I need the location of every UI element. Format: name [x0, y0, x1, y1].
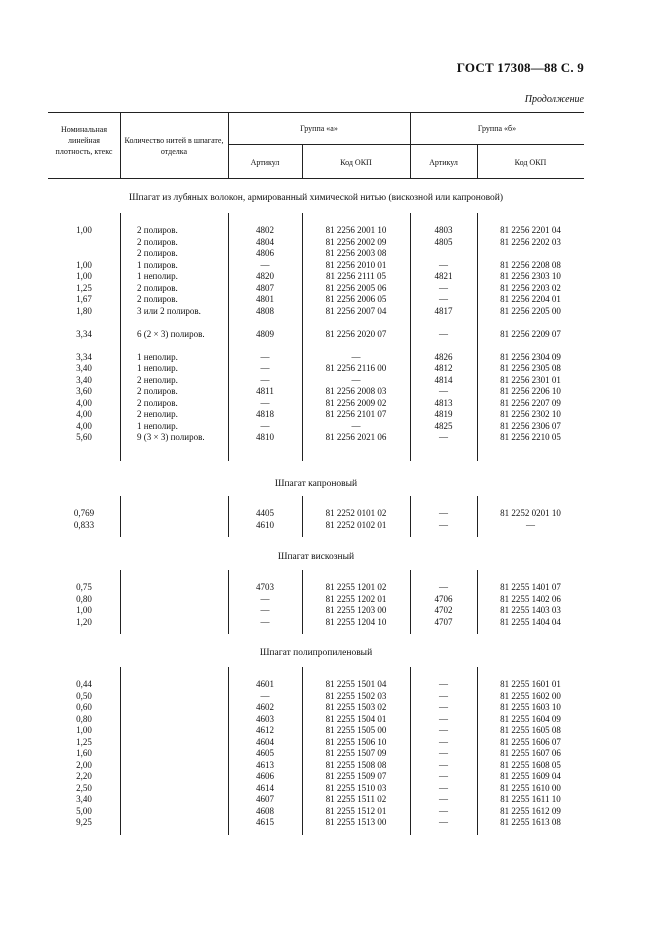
article-b-cell: 4821: [434, 271, 453, 281]
okp-a-cell: 81 2255 1511 02: [325, 794, 387, 804]
article-b-cell: —: [439, 794, 448, 804]
article-a-cell: —: [260, 605, 270, 615]
column-divider: [228, 667, 229, 835]
header-divider-2: [228, 112, 229, 178]
okp-b-cell: 81 2255 1602 00: [500, 690, 561, 701]
column-divider: [302, 213, 303, 461]
article-b-cell: —: [439, 294, 448, 304]
column-header-group-b: Группа «б»: [477, 124, 517, 133]
okp-a-cell: 81 2255 1202 01: [325, 593, 387, 604]
okp-a-cell: 81 2252 0101 02: [325, 508, 387, 518]
article-b-cell: 4813: [434, 397, 453, 408]
density-cell: 0,60: [76, 702, 92, 712]
threads-cell: 3 или 2 полиров.: [137, 305, 201, 316]
okp-b-cell: 81 2255 1604 09: [500, 713, 561, 724]
column-header-group-a: Группа «а»: [300, 124, 338, 133]
section-title: Шпагат полипропиленовый: [259, 648, 373, 658]
density-cell: 1,25: [76, 282, 92, 293]
article-a-cell: 4809: [256, 328, 274, 339]
article-b-cell: —: [439, 736, 448, 747]
density-cell: 1,00: [76, 605, 92, 615]
okp-a-cell: 81 2255 1510 03: [325, 782, 387, 793]
article-a-cell: 4703: [256, 582, 274, 592]
column-divider: [477, 667, 478, 835]
column-divider: [228, 213, 229, 461]
density-cell: 1,80: [76, 305, 92, 316]
article-a-cell: 4802: [256, 225, 274, 235]
article-b-cell: —: [439, 748, 448, 758]
okp-a-cell: 81 2255 1503 02: [325, 702, 387, 712]
threads-cell: 2 полиров.: [137, 225, 178, 235]
okp-a-cell: 81 2256 2003 08: [325, 248, 387, 258]
threads-cell: 1 неполир.: [137, 363, 178, 373]
column-header-okp-b: Код ОКП: [514, 158, 547, 167]
table-header-bottom-rule: [48, 178, 584, 179]
okp-a-cell: 81 2255 1504 01: [325, 713, 387, 724]
okp-a-cell: 81 2256 2001 10: [325, 225, 387, 235]
okp-a-cell: 81 2255 1506 10: [325, 736, 387, 747]
column-divider: [228, 570, 229, 634]
article-a-cell: —: [260, 374, 270, 385]
okp-a-cell: 81 2255 1513 00: [325, 817, 387, 827]
column-divider: [410, 213, 411, 461]
okp-a-cell: 81 2256 2008 03: [325, 386, 387, 396]
threads-cell: 1 неполир.: [137, 271, 178, 281]
article-b-cell: 4707: [434, 616, 453, 627]
article-b-cell: 4819: [434, 409, 453, 419]
article-a-cell: 4807: [256, 282, 274, 293]
article-a-cell: 4818: [256, 409, 274, 419]
okp-b-cell: 81 2256 2208 08: [500, 259, 561, 270]
density-cell: 0,769: [73, 508, 95, 518]
okp-a-cell: 81 2255 1505 00: [325, 725, 387, 735]
okp-b-cell: 81 2255 1607 06: [500, 748, 561, 758]
okp-a-cell: 81 2255 1507 09: [325, 748, 387, 758]
okp-a-cell: 81 2256 2007 04: [325, 305, 387, 316]
article-b-cell: —: [439, 679, 448, 689]
okp-b-cell: 81 2252 0201 10: [500, 508, 561, 518]
article-a-cell: 4610: [256, 519, 274, 530]
okp-a-cell: 81 2255 1201 02: [325, 582, 387, 592]
article-a-cell: —: [260, 690, 270, 701]
column-divider: [120, 570, 121, 634]
okp-a-cell: 81 2256 2005 06: [325, 282, 387, 293]
okp-b-cell: 81 2255 1401 07: [500, 582, 561, 592]
okp-b-cell: 81 2255 1613 08: [500, 817, 561, 827]
density-cell: 4,00: [76, 397, 92, 408]
article-a-cell: 4801: [256, 294, 274, 304]
okp-b-cell: 81 2255 1605 08: [500, 725, 561, 735]
article-b-cell: —: [439, 771, 448, 781]
okp-a-cell: 81 2255 1501 04: [325, 679, 387, 689]
okp-b-cell: 81 2256 2306 07: [500, 420, 561, 431]
table-top-rule: [48, 112, 584, 113]
article-a-cell: —: [260, 351, 270, 362]
threads-cell: 1 неполир.: [137, 420, 178, 431]
density-cell: 3,60: [76, 386, 92, 396]
article-b-cell: —: [439, 508, 448, 518]
article-a-cell: 4607: [256, 794, 274, 804]
density-cell: 5,60: [76, 432, 92, 442]
column-divider: [477, 213, 478, 461]
okp-b-cell: 81 2256 2209 07: [500, 328, 561, 339]
article-a-cell: —: [260, 420, 270, 431]
okp-b-cell: 81 2256 2202 03: [500, 236, 561, 247]
article-b-cell: —: [439, 259, 448, 270]
okp-b-cell: 81 2255 1609 04: [500, 771, 561, 781]
density-cell: 1,25: [76, 736, 92, 747]
article-a-cell: 4603: [256, 713, 274, 724]
article-a-cell: —: [260, 593, 270, 604]
column-divider: [302, 496, 303, 537]
article-a-cell: 4811: [256, 386, 274, 396]
threads-cell: 2 полиров.: [137, 294, 178, 304]
article-b-cell: —: [439, 432, 448, 442]
okp-a-cell: 81 2255 1203 00: [325, 605, 387, 615]
article-b-cell: 4826: [434, 351, 453, 362]
column-divider: [228, 496, 229, 537]
article-b-cell: —: [439, 690, 448, 701]
article-b-cell: —: [439, 782, 448, 793]
article-a-cell: 4601: [256, 679, 274, 689]
article-b-cell: 4825: [434, 420, 453, 431]
density-cell: 1,60: [76, 748, 92, 758]
threads-cell: 2 неполир.: [137, 374, 178, 385]
article-a-cell: 4605: [256, 748, 274, 758]
density-cell: 3,34: [76, 351, 92, 362]
column-divider: [477, 570, 478, 634]
threads-cell: 9 (3 × 3) полиров.: [137, 432, 205, 442]
okp-a-cell: 81 2256 2116 00: [325, 363, 387, 373]
article-b-cell: —: [439, 759, 448, 770]
threads-cell: 2 полиров.: [137, 236, 178, 247]
column-header-okp-a: Код ОКП: [340, 158, 372, 167]
article-a-cell: 4806: [256, 248, 274, 258]
okp-b-cell: 81 2255 1603 10: [500, 702, 561, 712]
article-b-cell: 4814: [434, 374, 453, 385]
article-a-cell: —: [260, 259, 270, 270]
okp-b-cell: 81 2256 2203 02: [500, 282, 561, 293]
okp-a-cell: 81 2256 2010 01: [325, 259, 387, 270]
okp-b-cell: 81 2256 2305 08: [500, 363, 561, 373]
density-cell: 1,00: [76, 725, 92, 735]
article-a-cell: 4614: [256, 782, 274, 793]
density-cell: 0,80: [76, 713, 92, 724]
okp-a-cell: 81 2256 2006 05: [325, 294, 387, 304]
article-a-cell: —: [260, 397, 270, 408]
article-a-cell: 4602: [256, 702, 274, 712]
okp-b-cell: 81 2255 1601 01: [500, 679, 561, 689]
article-b-cell: 4803: [434, 225, 453, 235]
article-b-cell: 4812: [434, 363, 453, 373]
column-header-article-a: Артикул: [250, 158, 280, 167]
article-a-cell: 4810: [256, 432, 274, 442]
density-cell: 3,40: [76, 374, 92, 385]
article-b-cell: —: [439, 282, 448, 293]
okp-a-cell: 81 2255 1508 08: [325, 759, 387, 770]
okp-b-cell: 81 2256 2207 09: [500, 397, 561, 408]
article-b-cell: —: [439, 328, 448, 339]
threads-cell: 2 полиров.: [137, 282, 178, 293]
density-cell: 2,00: [76, 759, 92, 770]
article-a-cell: 4808: [256, 305, 274, 316]
okp-b-cell: 81 2256 2204 01: [500, 294, 561, 304]
density-cell: 0,833: [73, 519, 95, 530]
column-header-density: Номинальная линейная плотность, ктекс: [55, 125, 113, 156]
header-divider-1: [120, 112, 121, 178]
column-header-article-b: Артикул: [429, 158, 458, 167]
article-a-cell: 4820: [256, 271, 274, 281]
continuation-label: Продолжение: [524, 94, 584, 105]
threads-cell: 2 неполир.: [137, 409, 178, 419]
section-title: Шпагат капроновый: [274, 479, 358, 489]
column-divider: [410, 496, 411, 537]
column-divider: [120, 213, 121, 461]
article-b-cell: —: [439, 519, 448, 530]
density-cell: 5,00: [76, 805, 92, 816]
density-cell: 1,20: [76, 616, 92, 627]
density-cell: 1,00: [76, 225, 92, 235]
density-cell: 0,75: [76, 582, 92, 592]
okp-b-cell: 81 2255 1404 04: [500, 616, 561, 627]
threads-cell: 6 (2 × 3) полиров.: [137, 328, 205, 339]
okp-b-cell: 81 2255 1611 10: [500, 794, 561, 804]
okp-a-cell: 81 2255 1204 10: [325, 616, 387, 627]
threads-cell: 1 неполир.: [137, 351, 178, 362]
article-b-cell: 4805: [434, 236, 453, 247]
article-a-cell: —: [260, 363, 270, 373]
column-divider: [120, 496, 121, 537]
article-b-cell: —: [439, 725, 448, 735]
article-a-cell: 4608: [256, 805, 274, 816]
okp-a-cell: 81 2256 2101 07: [325, 409, 387, 419]
column-divider: [410, 570, 411, 634]
column-divider: [120, 667, 121, 835]
okp-b-cell: 81 2255 1606 07: [500, 736, 561, 747]
okp-b-cell: 81 2255 1610 00: [500, 782, 561, 793]
column-divider: [477, 496, 478, 537]
column-divider: [410, 667, 411, 835]
okp-a-cell: —: [351, 420, 361, 431]
okp-a-cell: 81 2255 1512 01: [325, 805, 387, 816]
okp-b-cell: 81 2256 2304 09: [500, 351, 561, 362]
article-b-cell: —: [439, 702, 448, 712]
threads-cell: 2 полиров.: [137, 248, 178, 258]
column-header-threads: Количество нитей в шпагате, отделка: [124, 136, 224, 156]
density-cell: 1,00: [76, 271, 92, 281]
column-divider: [302, 667, 303, 835]
article-a-cell: 4405: [256, 508, 274, 518]
density-cell: 1,00: [76, 259, 92, 270]
threads-cell: 1 полиров.: [137, 259, 178, 270]
article-a-cell: 4606: [256, 771, 274, 781]
okp-a-cell: 81 2256 2002 09: [325, 236, 387, 247]
okp-a-cell: —: [351, 351, 361, 362]
header-divider-4: [410, 112, 411, 178]
density-cell: 0,80: [76, 593, 92, 604]
article-b-cell: —: [439, 386, 448, 396]
density-cell: 0,44: [76, 679, 92, 689]
threads-cell: 2 полиров.: [137, 397, 178, 408]
okp-b-cell: 81 2255 1608 05: [500, 759, 561, 770]
okp-b-cell: 81 2256 2303 10: [500, 271, 561, 281]
okp-a-cell: 81 2256 2021 06: [325, 432, 387, 442]
density-cell: 4,00: [76, 420, 92, 431]
article-a-cell: 4615: [256, 817, 274, 827]
threads-cell: 2 полиров.: [137, 386, 178, 396]
article-a-cell: 4612: [256, 725, 274, 735]
article-b-cell: —: [439, 713, 448, 724]
article-b-cell: —: [439, 805, 448, 816]
column-divider: [302, 570, 303, 634]
section-title: Шпагат из лубяных волокон, армированный химической нитью (вискозной или капроновой): [128, 193, 504, 203]
okp-b-cell: 81 2255 1402 06: [500, 593, 561, 604]
okp-b-cell: 81 2255 1612 09: [500, 805, 561, 816]
density-cell: 1,67: [76, 294, 92, 304]
article-b-cell: 4702: [434, 605, 453, 615]
group-subheader-rule: [228, 144, 584, 145]
density-cell: 2,20: [76, 771, 92, 781]
density-cell: 3,34: [76, 328, 92, 339]
okp-b-cell: 81 2256 2302 10: [500, 409, 561, 419]
density-cell: 3,40: [76, 794, 92, 804]
okp-a-cell: 81 2256 2009 02: [325, 397, 387, 408]
density-cell: 9,25: [76, 817, 92, 827]
article-a-cell: 4604: [256, 736, 274, 747]
okp-a-cell: —: [351, 374, 361, 385]
article-b-cell: 4817: [434, 305, 453, 316]
okp-a-cell: 81 2255 1502 03: [325, 690, 387, 701]
okp-b-cell: 81 2255 1403 03: [500, 605, 561, 615]
okp-b-cell: 81 2256 2301 01: [500, 374, 561, 385]
article-a-cell: —: [260, 616, 270, 627]
okp-a-cell: 81 2256 2111 05: [325, 271, 387, 281]
density-cell: 3,40: [76, 363, 92, 373]
density-cell: 2,50: [76, 782, 92, 793]
okp-a-cell: 81 2256 2020 07: [325, 328, 387, 339]
okp-b-cell: —: [526, 519, 535, 530]
okp-a-cell: 81 2255 1509 07: [325, 771, 387, 781]
section-title: Шпагат вискозный: [277, 552, 355, 562]
okp-b-cell: 81 2256 2210 05: [500, 432, 561, 442]
article-b-cell: —: [439, 582, 448, 592]
article-b-cell: —: [439, 817, 448, 827]
density-cell: 0,50: [76, 690, 92, 701]
article-a-cell: 4804: [256, 236, 274, 247]
density-cell: 4,00: [76, 409, 92, 419]
okp-b-cell: 81 2256 2201 04: [500, 225, 561, 235]
okp-a-cell: 81 2252 0102 01: [325, 519, 387, 530]
okp-b-cell: 81 2256 2205 00: [500, 305, 561, 316]
article-b-cell: 4706: [434, 593, 453, 604]
document-header-title: ГОСТ 17308—88 С. 9: [456, 60, 584, 75]
okp-b-cell: 81 2256 2206 10: [500, 386, 561, 396]
article-a-cell: 4613: [256, 759, 274, 770]
